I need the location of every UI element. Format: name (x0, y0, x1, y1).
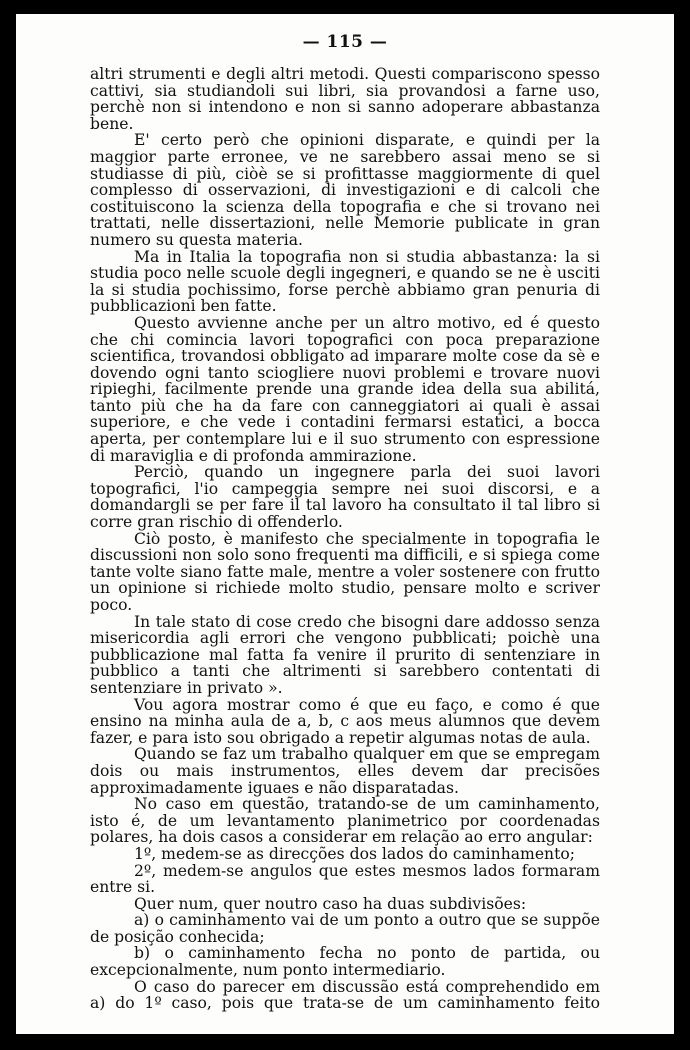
list-item: 2º, medem-se angulos que estes mesmos lados formaram entre si. (90, 861, 600, 897)
paragraph: Ciò posto, è manifesto che specialmente in topografia le discussioni non solo sono frequenti ma difficili, e si spiega come tante volte siano fatte male, mentre a voler sostenere con frutto un opinione si richiede molto studio, pensare molto e scriver poco. (90, 529, 600, 614)
list-item: 1º, medem-se as direcções dos lados do caminhamento; (134, 844, 576, 863)
paragraph: In tale stato di cose credo che bisogni dare addosso senza misericordia agli errori che vengono pubblicati; poichè una pubblicazione mal fatta fa venire il prurito di sentenziare in pubblico a tanti che altrimenti si sarebbero contentati di sentenziare in privato ». (90, 612, 600, 697)
paragraph: Perciò, quando un ingegnere parla dei suoi lavori topografici, l'io campeggia sempre nei suoi discorsi, e a domandargli se per fare il tal lavoro ha consultato il tal libro si corre gran rischio di offenderlo. (90, 463, 600, 532)
page-number: — 115 — (302, 32, 388, 52)
paragraph: Quer num, quer noutro caso ha duas subdivisões: (134, 894, 527, 913)
list-item: b) o caminhamento fecha no ponto de partida, ou excepcionalmente, num ponto intermediario. (90, 944, 600, 980)
paragraph: O caso do parecer em discussão está comprehendido em a) do 1º caso, pois que trata-se de um caminhamento feito (90, 977, 600, 1013)
paragraph: altri strumenti e degli altri metodi. Questi compariscono spesso cattivi, sia studiandoli sui libri, sia provandosi a farne uso, perchè non si intendono e non si sanno adoperare abbastanza bene. (90, 65, 600, 133)
paragraph: Ma in Italia la topografia non si studia abbastanza: la si studia poco nelle scuole degli ingegneri, e quando se ne è usciti la si studia pochissimo, forse perchè abbiamo gran penuria di pubblicazioni ben fatte. (90, 247, 600, 316)
paragraph: Vou agora mostrar como é que eu faço, e como é que ensino na minha aula de a, b, c aos meus alumnos que devem fazer, e para isto sou obrigado a repetir algumas notas de aula. (90, 695, 600, 747)
paragraph: No caso em questão, tratando-se de um caminhamento, isto é, de um levantamento planimetrico por coordenadas polares, ha dois casos a considerar em relação ao erro angular: (90, 795, 600, 847)
paragraph: Questo avvienne anche per un altro motivo, ed é questo che chi comincia lavori topografici con poca preparazione scientifica, trovandosi obbligato ad imparare molte cose da sè e dovendo ogni tanto sciogliere nuovi problemi e trovare nuovi ripieghi, facilmente prende una grande idea della sua abilitá, tanto più che ha da fare con canneggiatori ai quali è assai superiore, e che vede i contadini fermarsi estatici, a bocca aperta, per contemplare lui e il suo strumento con espressione di maraviglia e di profonda ammirazione. (90, 313, 600, 465)
paragraph: E' certo però che opinioni disparate, e quindi per la maggior parte erronee, ve ne sarebbero assai meno se si studiasse di più, ciòè se si profittasse maggiormente di quel complesso di osservazioni, di investigazioni e di calcoli che costituiscono la scienza della topografia e che si trovano nei trattati, nelle dissertazioni, nelle Memorie publicate in gran numero su questa materia. (90, 131, 600, 249)
list-item: a) o caminhamento vai de um ponto a outro que se suppõe de posição conhecida; (90, 911, 600, 946)
paragraph: Quando se faz um trabalho qualquer em que se empregam dois ou mais instrumentos, elles devem dar precisões approximadamente iguaes e não disparatadas. (90, 745, 600, 797)
book-page (16, 14, 674, 1034)
body-text (90, 66, 600, 1012)
